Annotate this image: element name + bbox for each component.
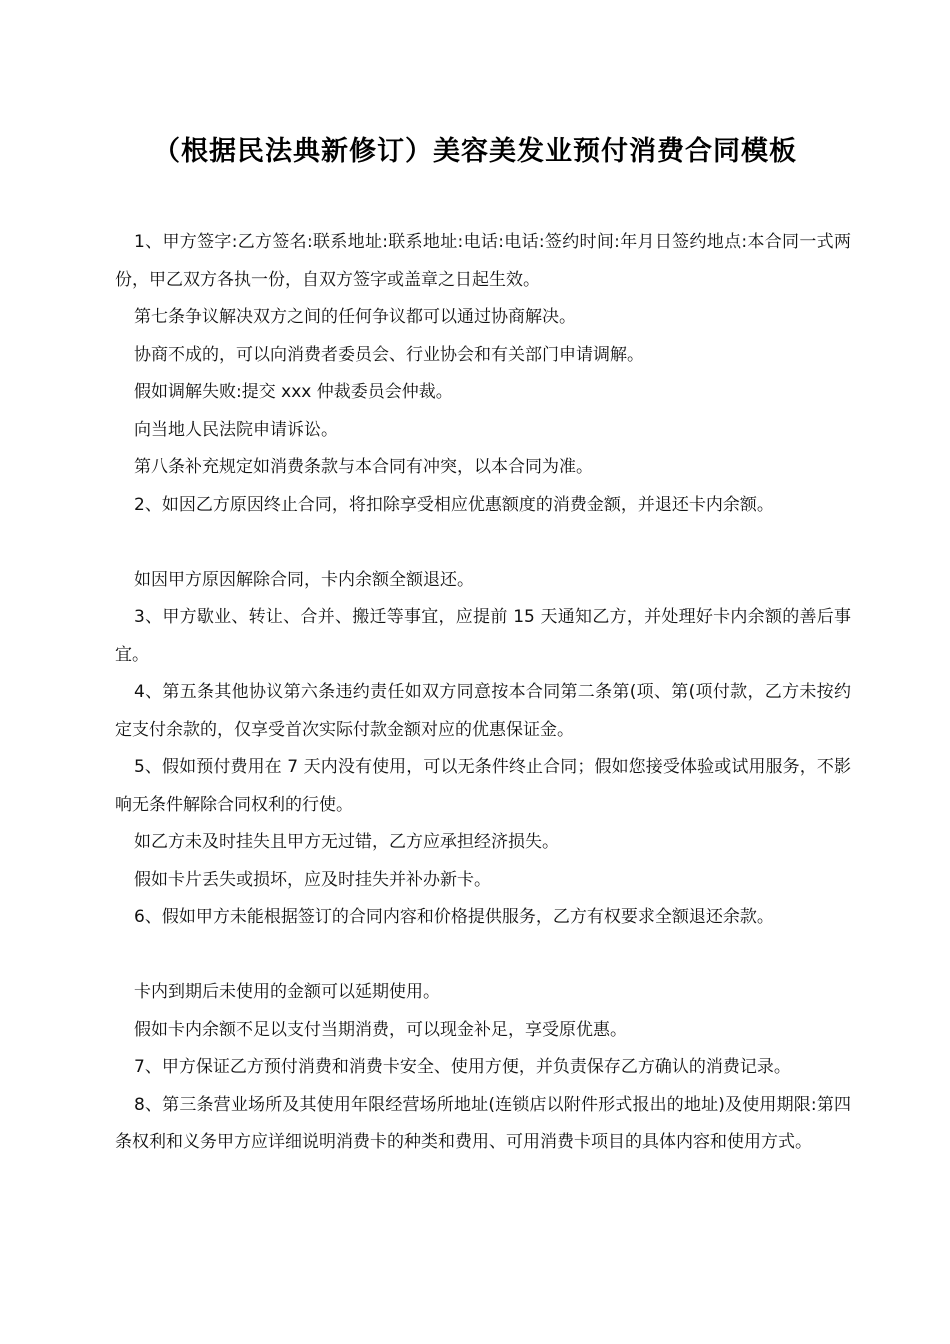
paragraph-8: 如因甲方原因解除合同，卡内余额全额退还。 [134, 569, 474, 590]
paragraph-12: 如乙方未及时挂失且甲方无过错，乙方应承担经济损失。 [134, 832, 559, 852]
paragraph-2: 第七条争议解决双方之间的任何争议都可以通过协商解决。 [134, 307, 576, 327]
paragraph-14: 6、假如甲方未能根据签订的合同内容和价格提供服务，乙方有权要求全额退还余款。 [134, 907, 774, 927]
paragraph-spacer [115, 524, 851, 562]
document-body [115, 224, 851, 1162]
paragraph-6: 第八条补充规定如消费条款与本合同有冲突，以本合同为准。 [134, 457, 593, 477]
paragraph-1: 1、甲方签字:乙方签名:联系地址:联系地址:电话:电话:签约时间:年月日签约地点:本合同一式两份，甲乙双方各执一份，自双方签字或盖章之日起生效。 [115, 232, 851, 290]
paragraph-15: 卡内到期后未使用的金额可以延期使用。 [134, 982, 440, 1002]
paragraph-11: 5、假如预付费用在 7 天内没有使用，可以无条件终止合同；假如您接受体验或试用服务，不影响无条件解除合同权利的行使。 [115, 757, 851, 815]
paragraph-17: 7、甲方保证乙方预付消费和消费卡安全、使用方便，并负责保存乙方确认的消费记录。 [134, 1057, 791, 1077]
paragraph-10: 4、第五条其他协议第六条违约责任如双方同意按本合同第二条第(项、第(项付款，乙方未按约定支付余款的，仅享受首次实际付款金额对应的优惠保证金。 [115, 682, 851, 740]
paragraph-7: 2、如因乙方原因终止合同，将扣除享受相应优惠额度的消费金额，并退还卡内余额。 [134, 494, 774, 515]
document-title: （根据民法典新修订）美容美发业预付消费合同模板 [153, 136, 797, 167]
paragraph-5: 向当地人民法院申请诉讼。 [134, 419, 338, 440]
paragraph-4: 假如调解失败:提交 xxx 仲裁委员会仲裁。 [134, 382, 453, 402]
paragraph-9: 3、甲方歇业、转让、合并、搬迁等事宜，应提前 15 天通知乙方，并处理好卡内余额的善后事宜。 [115, 607, 851, 665]
paragraph-13: 假如卡片丢失或损坏，应及时挂失并补办新卡。 [134, 869, 491, 890]
paragraph-16: 假如卡内余额不足以支付当期消费，可以现金补足，享受原优惠。 [134, 1019, 627, 1040]
paragraph-18: 8、第三条营业场所及其使用年限经营场所地址(连锁店以附件形式报出的地址)及使用期限:第四条权利和义务甲方应详细说明消费卡的种类和费用、可用消费卡项目的具体内容和使用方式。 [115, 1094, 851, 1152]
paragraph-3: 协商不成的，可以向消费者委员会、行业协会和有关部门申请调解。 [134, 344, 644, 365]
paragraph-spacer [115, 937, 851, 975]
